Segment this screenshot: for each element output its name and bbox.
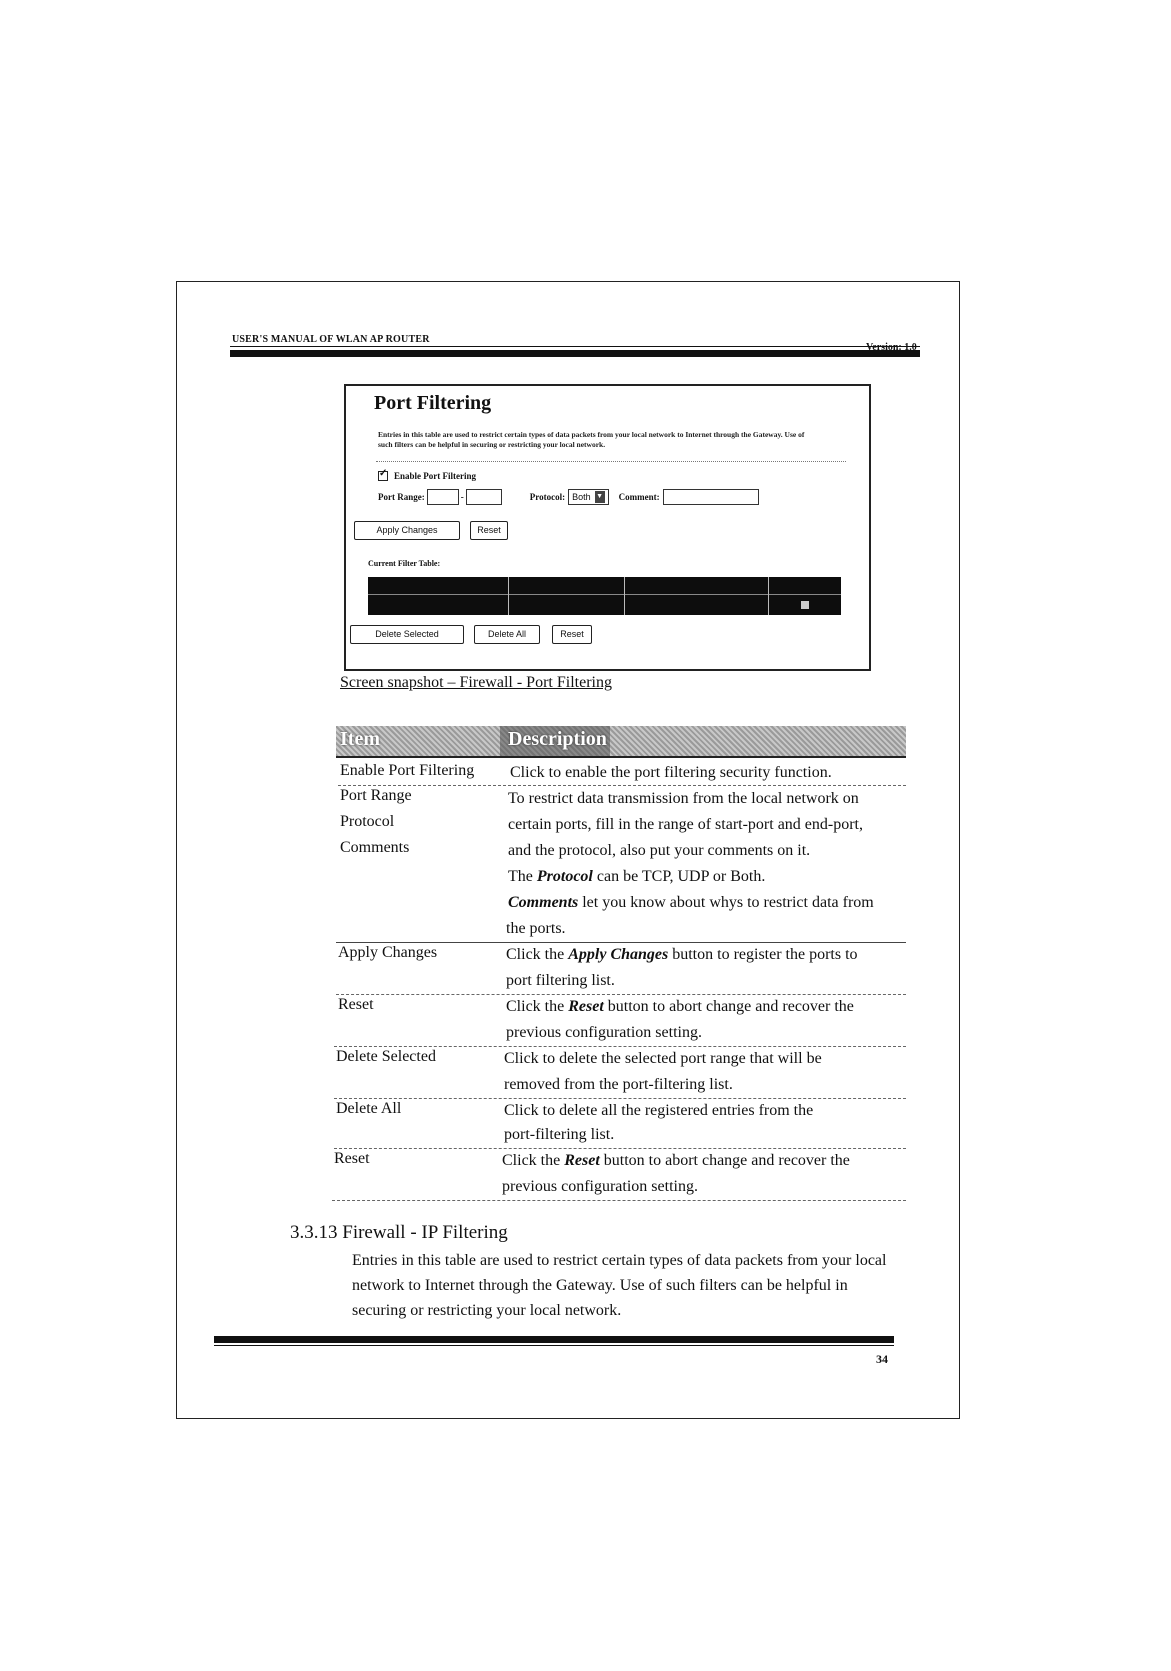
table-row-desc: Click the Reset button to abort change and recover the xyxy=(502,1152,850,1169)
table-row-desc: previous configuration setting. xyxy=(506,1024,702,1041)
reset-button[interactable]: Reset xyxy=(470,521,508,540)
dropdown-arrow-icon: ▼ xyxy=(595,491,605,503)
comment-label: Comment: xyxy=(618,492,660,502)
apply-changes-button[interactable]: Apply Changes xyxy=(354,521,460,540)
enable-label: Enable Port Filtering xyxy=(394,471,476,481)
comment-input[interactable] xyxy=(663,489,759,505)
table-row-desc: port-filtering list. xyxy=(504,1126,615,1143)
header-description: Description xyxy=(508,728,607,750)
port-end-input[interactable] xyxy=(466,489,502,505)
table-row-desc: The Protocol can be TCP, UDP or Both. xyxy=(508,868,766,885)
table-row-item: Enable Port Filtering xyxy=(340,762,475,779)
select-checkbox[interactable] xyxy=(801,601,809,609)
figure-caption: Screen snapshot – Firewall - Port Filtering xyxy=(340,674,612,691)
manual-title: USER'S MANUAL OF WLAN AP ROUTER xyxy=(232,334,430,345)
table-row-item: Reset xyxy=(338,996,374,1013)
table-row-desc: port filtering list. xyxy=(506,972,615,989)
port-range-label: Port Range: xyxy=(378,492,425,502)
header-rule-thin xyxy=(230,346,920,347)
row-divider xyxy=(332,1200,906,1201)
panel-separator xyxy=(376,461,846,462)
table-row-desc: Comments let you know about whys to restrict data from xyxy=(508,894,874,911)
port-start-input[interactable] xyxy=(427,489,459,505)
table-row-desc: To restrict data transmission from the local network on xyxy=(508,790,859,807)
table-row-desc: the ports. xyxy=(506,920,566,937)
table-header xyxy=(336,726,906,756)
table-row-item: Apply Changes xyxy=(338,944,438,961)
table-row-item: Delete All xyxy=(336,1100,402,1117)
delete-all-button[interactable]: Delete All xyxy=(474,625,540,644)
table-row-desc: Click to delete all the registered entries from the xyxy=(504,1102,814,1119)
header-item: Item xyxy=(340,728,380,750)
protocol-select[interactable] xyxy=(568,489,609,505)
footer-rule xyxy=(214,1336,894,1343)
header-rule xyxy=(230,350,920,357)
reset-button-2[interactable]: Reset xyxy=(552,625,592,644)
panel-description: Entries in this table are used to restrict certain types of data packets from your local network to Internet through the Gateway. Use of such filters can be helpful in securing or restricting your local network. xyxy=(378,430,805,449)
section-heading: 3.3.13 Firewall - IP Filtering xyxy=(290,1222,508,1243)
range-dash: - xyxy=(460,492,464,502)
protocol-label: Protocol: xyxy=(529,492,566,502)
table-row-item: Protocol xyxy=(340,813,395,830)
section-body: Entries in this table are used to restrict certain types of data packets from your local network to Internet through the Gateway. Use of such filters can be helpful in securing or restricting your local network. xyxy=(352,1252,887,1319)
table-row-desc: previous configuration setting. xyxy=(502,1178,698,1195)
table-row-desc: Click to enable the port filtering security function. xyxy=(510,764,832,781)
panel-title: Port Filtering xyxy=(374,392,492,414)
current-filter-table-label: Current Filter Table: xyxy=(368,559,441,568)
page-number: 34 xyxy=(876,1352,888,1366)
port-filtering-screenshot xyxy=(344,384,871,671)
table-row-desc: Click the Reset button to abort change and recover the xyxy=(506,998,854,1015)
table-row-desc: Click the Apply Changes button to register the ports to xyxy=(506,946,858,963)
footer-rule-thin xyxy=(214,1345,894,1346)
table-row-desc: and the protocol, also put your comments on it. xyxy=(508,842,811,859)
enable-port-filtering-row[interactable] xyxy=(378,471,476,481)
enable-checkbox[interactable] xyxy=(378,471,388,481)
table-row-desc: Click to delete the selected port range that will be xyxy=(504,1050,822,1067)
port-range-row xyxy=(378,489,759,505)
table-row-item: Reset xyxy=(334,1150,370,1167)
protocol-value: Both xyxy=(572,492,591,502)
table-row-desc: removed from the port-filtering list. xyxy=(504,1076,733,1093)
table-row-item: Delete Selected xyxy=(336,1048,436,1065)
table-row-item: Port Range xyxy=(340,787,412,804)
version-label: Version: 1.0 xyxy=(866,342,917,353)
current-filter-table xyxy=(368,577,841,615)
table-row-item: Comments xyxy=(340,839,410,856)
table-row-desc: certain ports, fill in the range of start-port and end-port, xyxy=(508,816,863,833)
delete-selected-button[interactable]: Delete Selected xyxy=(350,625,464,644)
